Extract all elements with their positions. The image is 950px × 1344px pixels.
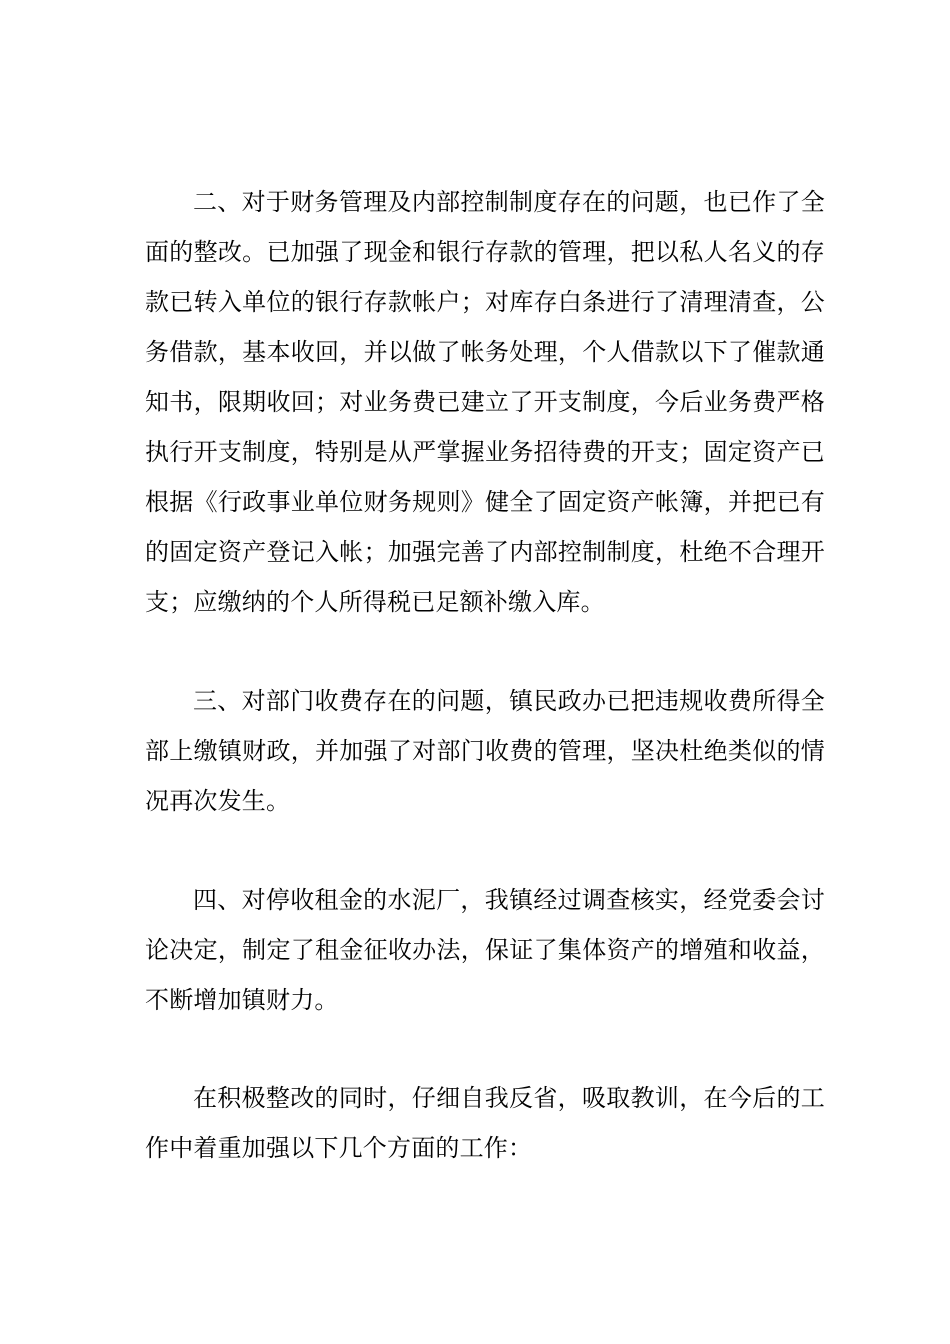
paragraph-self-reflection: 在积极整改的同时，仔细自我反省，吸取教训，在今后的工作中着重加强以下几个方面的工作：: [145, 1084, 825, 1162]
paragraph-cement-factory-rent: 四、对停收租金的水泥厂，我镇经过调查核实，经党委会讨论决定，制定了租金征收办法，保证了集体资产的增殖和收益，不断增加镇财力。: [145, 886, 825, 1014]
paragraph-financial-management: 二、对于财务管理及内部控制制度存在的问题，也已作了全面的整改。已加强了现金和银行存款的管理，把以私人名义的存款已转入单位的银行存款帐户；对库存白条进行了清理清查，公务借款，基本收回，并以做了帐务处理，个人借款以下了催款通知书，限期收回；对业务费已建立了开支制度，今后业务费严格执行开支制度，特别是从严掌握业务招待费的开支；固定资产已根据《行政事业单位财务规则》健全了固定资产帐簿，并把已有的固定资产登记入帐；加强完善了内部控制制度，杜绝不合理开支；应缴纳的个人所得税已足额补缴入库。: [145, 188, 825, 616]
paragraph-department-fees: 三、对部门收费存在的问题，镇民政办已把违规收费所得全部上缴镇财政，并加强了对部门收费的管理，坚决杜绝类似的情况再次发生。: [145, 687, 825, 815]
